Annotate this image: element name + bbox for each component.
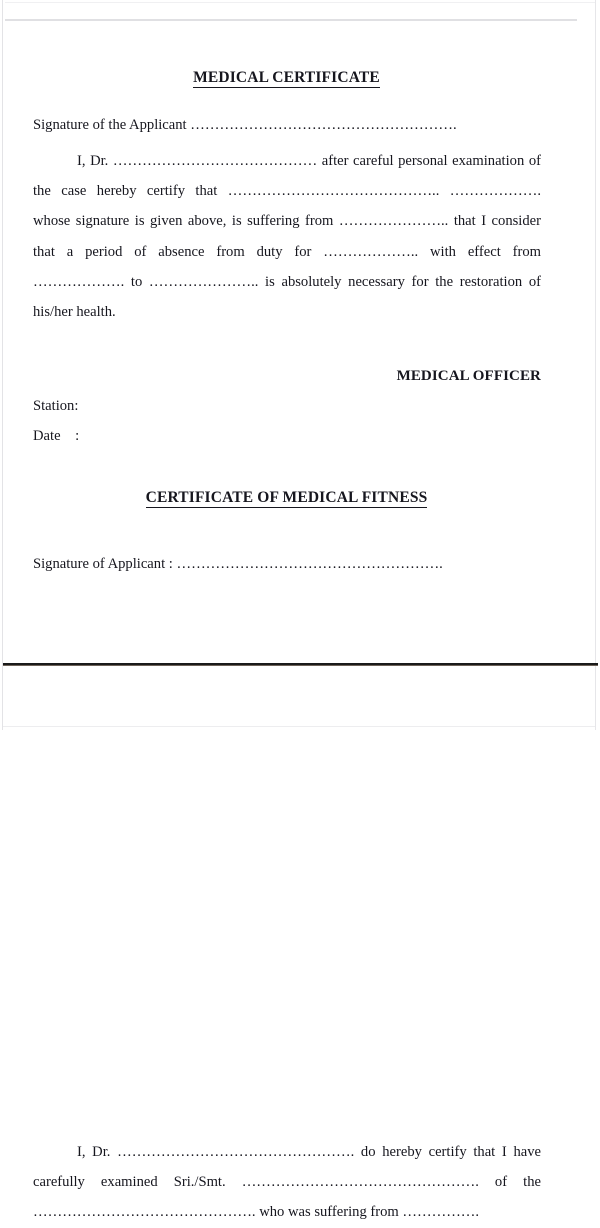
medical-officer-signature-label: MEDICAL OFFICER [396, 368, 541, 384]
page-cut-rule-shadow [3, 665, 598, 666]
medical-certificate-body [33, 146, 541, 327]
medical-certificate-body-text: I, Dr. …………………………………… after careful personal examination of the case hereby certify that …………………………………….. ………………. whose signature is given above, is suffering from ………………….. that I consider that a period of absence from duty for ……………….. with effect from ………………. to ………………….. is absolutely necessary for the restoration of his/her health. [33, 153, 541, 321]
medical-fitness-body-text: I, Dr. …………………………………………. do hereby certify that I have carefully examined Sri./Smt. …………………………………………. of the ………………………………………. who was suffering from ……………. [33, 1144, 541, 1221]
heading-certificate-of-medical-fitness [0, 489, 573, 507]
signature-of-applicant-line-1: Signature of the Applicant ………………………………………………. [33, 117, 457, 133]
date-field-label: Date : [33, 428, 80, 444]
clipped-text-region [0, 560, 600, 1221]
heading-medical-certificate [0, 69, 573, 87]
header-divider-rule [5, 19, 577, 21]
page-border-top [5, 2, 595, 3]
station-field-label: Station: [33, 398, 79, 414]
heading-medical-certificate-text: MEDICAL CERTIFICATE [193, 69, 380, 86]
page-border-bottom [3, 726, 595, 727]
heading-certificate-of-medical-fitness-text: CERTIFICATE OF MEDICAL FITNESS [145, 489, 428, 506]
signature-of-applicant-line-2: Signature of Applicant : ………………………………………………. [33, 556, 443, 572]
medical-fitness-body [33, 1137, 541, 1228]
